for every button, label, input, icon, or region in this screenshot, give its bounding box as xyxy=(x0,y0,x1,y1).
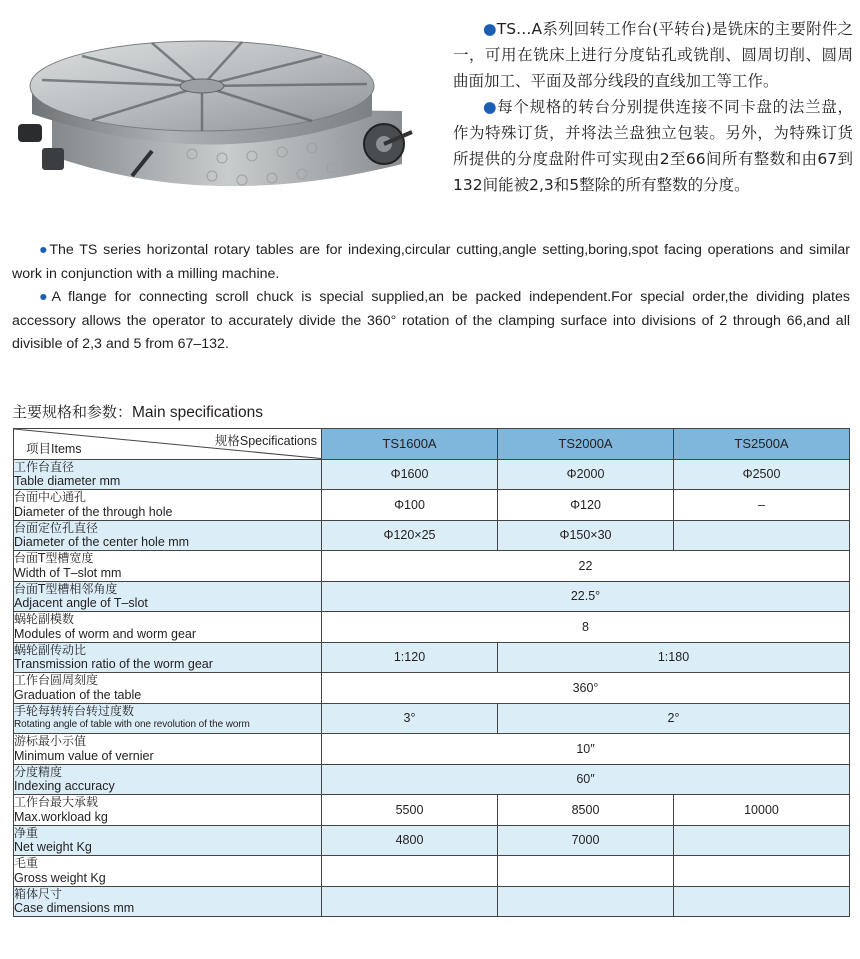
value-cell xyxy=(674,856,850,887)
item-cell xyxy=(14,490,322,521)
value-cell: 7000 xyxy=(498,825,674,856)
item-name-cn: 蜗轮副模数 xyxy=(14,612,75,627)
value-cell: 360° xyxy=(322,673,850,704)
chinese-description xyxy=(453,16,853,198)
item-name-en: Adjacent angle of T–slot xyxy=(14,596,148,611)
rotary-table-photo xyxy=(12,36,420,212)
item-cell xyxy=(14,825,322,856)
item-cell xyxy=(14,581,322,612)
item-name-en: Transmission ratio of the worm gear xyxy=(14,657,213,672)
item-cell xyxy=(14,642,322,673)
item-cell xyxy=(14,673,322,704)
value-cell: Φ120 xyxy=(498,490,674,521)
item-name-en: Case dimensions mm xyxy=(14,901,135,916)
value-cell: 22 xyxy=(322,551,850,582)
item-name-cn: 台面定位孔直径 xyxy=(14,520,99,535)
item-name-cn: 分度精度 xyxy=(14,764,63,779)
value-cell xyxy=(674,886,850,917)
table-row xyxy=(14,581,850,612)
item-name-en: Diameter of the through hole xyxy=(14,504,173,519)
item-name-en: Indexing accuracy xyxy=(14,779,115,794)
item-name-cn: 蜗轮副传动比 xyxy=(14,642,87,657)
table-row xyxy=(14,703,850,734)
item-name-cn: 箱体尺寸 xyxy=(14,886,63,901)
item-cell xyxy=(14,612,322,643)
item-cell xyxy=(14,886,322,917)
item-name-cn: 台面中心通孔 xyxy=(14,490,87,505)
bullet-icon: ● xyxy=(483,98,498,116)
value-cell: Φ2500 xyxy=(674,459,850,490)
corner-specifications-label: 规格Specifications xyxy=(214,434,317,448)
item-name-cn: 工作台圆周刻度 xyxy=(14,673,99,688)
en-paragraph-2: ●A flange for connecting scroll chuck is special supplied,an be packed independent.For special order,the dividing plates accessory allows the operator to accurately divide the 360° rotation of the clamping surface into divisions of 2 through 66,and all divisible of 2,3 and 5 from 67–132. xyxy=(12,289,850,352)
item-name-cn: 工作台最大承载 xyxy=(14,795,99,810)
value-cell: 1:120 xyxy=(322,642,498,673)
model-header: TS2500A xyxy=(674,429,850,460)
item-name-cn: 游标最小示值 xyxy=(14,734,87,749)
item-cell xyxy=(14,551,322,582)
item-cell xyxy=(14,459,322,490)
item-name-en: Table diameter mm xyxy=(14,474,121,489)
item-name-en: Diameter of the center hole mm xyxy=(14,535,190,550)
value-cell xyxy=(498,886,674,917)
value-cell: 3° xyxy=(322,703,498,734)
item-name-en: Net weight Kg xyxy=(14,840,92,855)
table-row xyxy=(14,856,850,887)
item-name-en: Graduation of the table xyxy=(14,687,142,702)
table-row xyxy=(14,734,850,765)
item-name-en: Minimum value of vernier xyxy=(14,748,154,763)
model-header: TS2000A xyxy=(498,429,674,460)
item-cell xyxy=(14,764,322,795)
item-name-en: Rotating angle of table with one revolution of the worm xyxy=(14,719,250,731)
value-cell: 10″ xyxy=(322,734,850,765)
value-cell: 8500 xyxy=(498,795,674,826)
item-cell xyxy=(14,795,322,826)
bullet-icon: ● xyxy=(483,20,497,38)
bullet-icon: ● xyxy=(39,242,50,258)
item-name-en: Modules of worm and worm gear xyxy=(14,626,197,641)
item-name-cn: 净重 xyxy=(14,825,39,840)
value-cell xyxy=(498,856,674,887)
table-row xyxy=(14,520,850,551)
spec-heading: 主要规格和参数：Main specifications xyxy=(12,403,263,421)
table-header-row xyxy=(14,429,850,460)
cn-paragraph-2: ●每个规格的转台分别提供连接不同卡盘的法兰盘，作为特殊订货，并将法兰盘独立包装。另外，为特殊订货所提供的分度盘附件可实现由2至66间所有整数和由67到132间能被2,3和5整除的所有整数的分度。 xyxy=(453,98,853,194)
value-cell: Φ1600 xyxy=(322,459,498,490)
corner-cell xyxy=(14,429,322,460)
item-name-en: Gross weight Kg xyxy=(14,870,106,885)
en-paragraph-1: ●The TS series horizontal rotary tables are for indexing,circular cutting,angle setting,boring,spot facing operations and similar work in conjunction with a milling machine. xyxy=(12,242,850,282)
value-cell: Φ150×30 xyxy=(498,520,674,551)
item-cell xyxy=(14,856,322,887)
value-cell: 8 xyxy=(322,612,850,643)
model-header: TS1600A xyxy=(322,429,498,460)
value-cell xyxy=(322,856,498,887)
value-cell xyxy=(674,825,850,856)
value-cell: Φ120×25 xyxy=(322,520,498,551)
value-cell: Φ100 xyxy=(322,490,498,521)
table-row xyxy=(14,612,850,643)
item-cell xyxy=(14,520,322,551)
item-name-cn: 工作台直径 xyxy=(14,459,75,474)
spec-table xyxy=(13,428,850,917)
table-row xyxy=(14,764,850,795)
table-row xyxy=(14,642,850,673)
value-cell: Φ2000 xyxy=(498,459,674,490)
value-cell: 22.5° xyxy=(322,581,850,612)
item-name-en: Width of T–slot mm xyxy=(14,565,122,580)
table-row xyxy=(14,459,850,490)
table-row xyxy=(14,490,850,521)
item-name-cn: 手轮每转转台转过度数 xyxy=(14,703,135,718)
table-row xyxy=(14,886,850,917)
bullet-icon: ● xyxy=(39,289,52,305)
value-cell: 4800 xyxy=(322,825,498,856)
value-cell: 10000 xyxy=(674,795,850,826)
cn-paragraph-1: ●TS…A系列回转工作台(平转台)是铣床的主要附件之一，可用在铣床上进行分度钻孔或铣削、圆周切削、圆周曲面加工、平面及部分线段的直线加工等工作。 xyxy=(453,20,853,90)
item-name-en: Max.workload kg xyxy=(14,809,108,824)
value-cell xyxy=(322,886,498,917)
value-cell: 1:180 xyxy=(498,642,850,673)
item-name-cn: 台面T型槽宽度 xyxy=(14,551,94,566)
table-row xyxy=(14,825,850,856)
value-cell xyxy=(674,520,850,551)
table-row xyxy=(14,551,850,582)
corner-items-label: 项目Items xyxy=(26,441,82,456)
value-cell: 60″ xyxy=(322,764,850,795)
value-cell: – xyxy=(674,490,850,521)
item-name-cn: 台面T型槽相邻角度 xyxy=(14,581,118,596)
value-cell: 2° xyxy=(498,703,850,734)
table-row xyxy=(14,795,850,826)
english-description xyxy=(12,239,850,357)
value-cell: 5500 xyxy=(322,795,498,826)
table-row xyxy=(14,673,850,704)
item-cell xyxy=(14,703,322,734)
item-cell xyxy=(14,734,322,765)
item-name-cn: 毛重 xyxy=(14,856,39,871)
